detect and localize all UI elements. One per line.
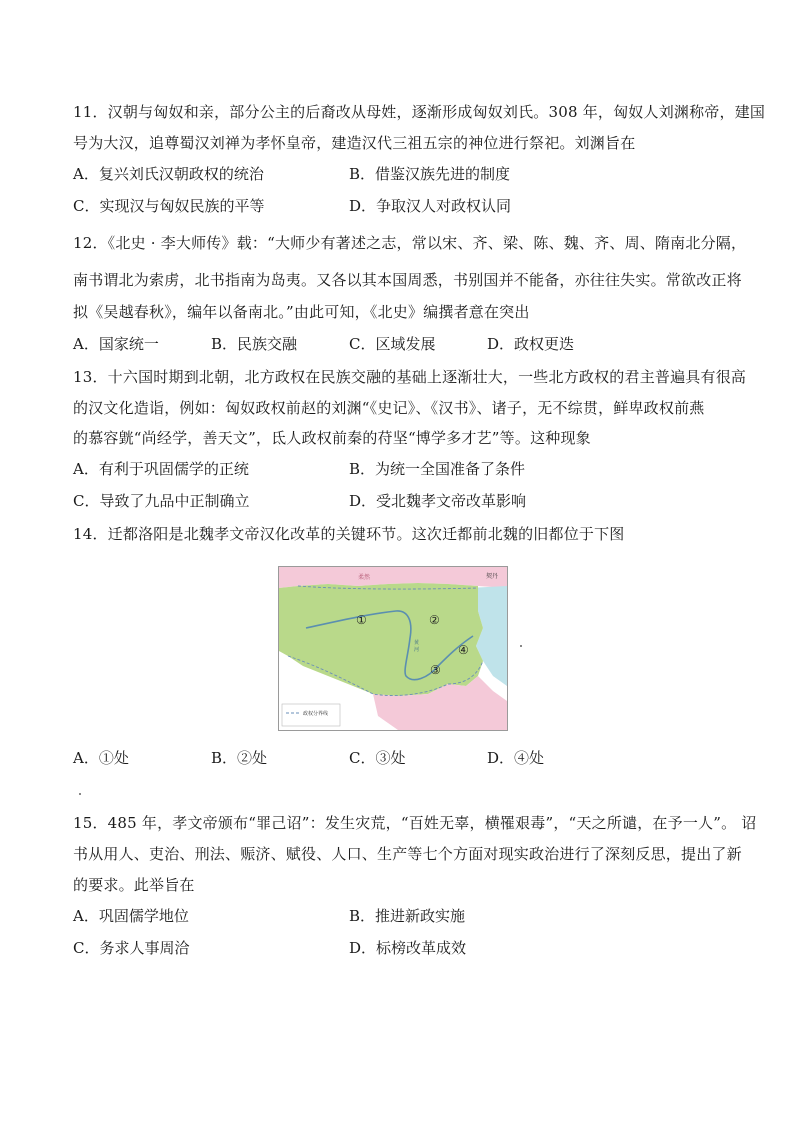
q12-option-d: D．政权更迭 (487, 335, 575, 353)
map-mark-4: ④ (458, 643, 469, 657)
map-label-rouran: 柔然 (358, 574, 371, 581)
q14-option-a: A．①处 (73, 749, 129, 767)
q11-option-b: B．借鉴汉族先进的制度 (349, 165, 511, 183)
q11-option-c: C．实现汉与匈奴民族的平等 (73, 197, 265, 215)
map-mark-2: ② (429, 613, 440, 627)
q15-line-1: 15．485 年，孝文帝颁布“罪己诏”：发生灾荒，“百姓无辜，横罹艰毒”，“天之所谴，在予一人”。 诏 (73, 814, 757, 832)
q15-option-d: D．标榜改革成效 (349, 939, 467, 957)
q14-line-1: 14．迁都洛阳是北魏孝文帝汉化改革的关键环节。这次迁都前北魏的旧都位于下图 (73, 525, 625, 543)
q14-option-b: B．②处 (211, 749, 268, 767)
map-mark-1: ① (356, 613, 367, 627)
q15-option-c: C．务求人事周洽 (73, 939, 190, 957)
q12-line-3: 拟《吴越春秋》，编年以备南北。”由此可知，《北史》编撰者意在突出 (73, 303, 530, 321)
stray-dot-2 (79, 793, 81, 795)
q13-option-a: A．有利于巩固儒学的正统 (73, 460, 249, 478)
q13-line-3: 的慕容皝“尚经学，善天文”，氐人政权前秦的苻坚“博学多才艺”等。这种现象 (73, 429, 591, 447)
northern-wei-map (278, 566, 508, 731)
q14-option-c: C．③处 (349, 749, 406, 767)
q11-option-a: A．复兴刘氏汉朝政权的统治 (73, 165, 264, 183)
q12-option-c: C．区域发展 (349, 335, 436, 353)
q15-option-b: B．推进新政实施 (349, 907, 466, 925)
stray-dot (520, 645, 522, 647)
q13-line-1: 13．十六国时期到北朝，北方政权在民族交融的基础上逐渐壮大，一些北方政权的君主普遍具有很高 (73, 368, 747, 386)
q13-option-d: D．受北魏孝文帝改革影响 (349, 492, 527, 510)
map-mark-3: ③ (430, 663, 441, 677)
q12-line-2: 南书谓北为索虏，北书指南为岛夷。又各以其本国周悉，书别国并不能备，亦往往失实。常欲改正将 (73, 271, 742, 289)
map-label-river-2: 河 (414, 647, 420, 653)
map-label-qidan: 契丹 (486, 573, 499, 580)
map-label-river-1: 黄 (414, 640, 420, 646)
q12-option-a: A．国家统一 (73, 335, 159, 353)
q11-line-1: 11．汉朝与匈奴和亲，部分公主的后裔改从母姓，逐渐形成匈奴刘氏。308 年，匈奴人刘渊称帝，建国 (73, 103, 766, 121)
q13-option-b: B．为统一全国准备了条件 (349, 460, 526, 478)
q12-line-1: 12．《北史 · 李大师传》载：“大师少有著述之志，常以宋、齐、梁、陈、魏、齐、周、隋南北分隔， (73, 234, 747, 252)
q11-line-2: 号为大汉，追尊蜀汉刘禅为孝怀皇帝，建造汉代三祖五宗的神位进行祭祀。刘渊旨在 (73, 134, 636, 152)
q13-option-c: C．导致了九品中正制确立 (73, 492, 250, 510)
q15-line-2: 书从用人、吏治、刑法、赈济、赋役、人口、生产等七个方面对现实政治进行了深刻反思，提出了新 (73, 845, 742, 863)
q12-option-b: B．民族交融 (211, 335, 298, 353)
map-legend-label: 政权分界线 (303, 711, 329, 717)
q14-option-d: D．④处 (487, 749, 545, 767)
q15-option-a: A．巩固儒学地位 (73, 907, 189, 925)
q11-option-d: D．争取汉人对政权认同 (349, 197, 512, 215)
q13-line-2: 的汉文化造诣，例如：匈奴政权前赵的刘渊“《史记》、《汉书》、诸子，无不综贯，鲜卑政权前燕 (73, 399, 705, 417)
q15-line-3: 的要求。此举旨在 (73, 876, 195, 894)
